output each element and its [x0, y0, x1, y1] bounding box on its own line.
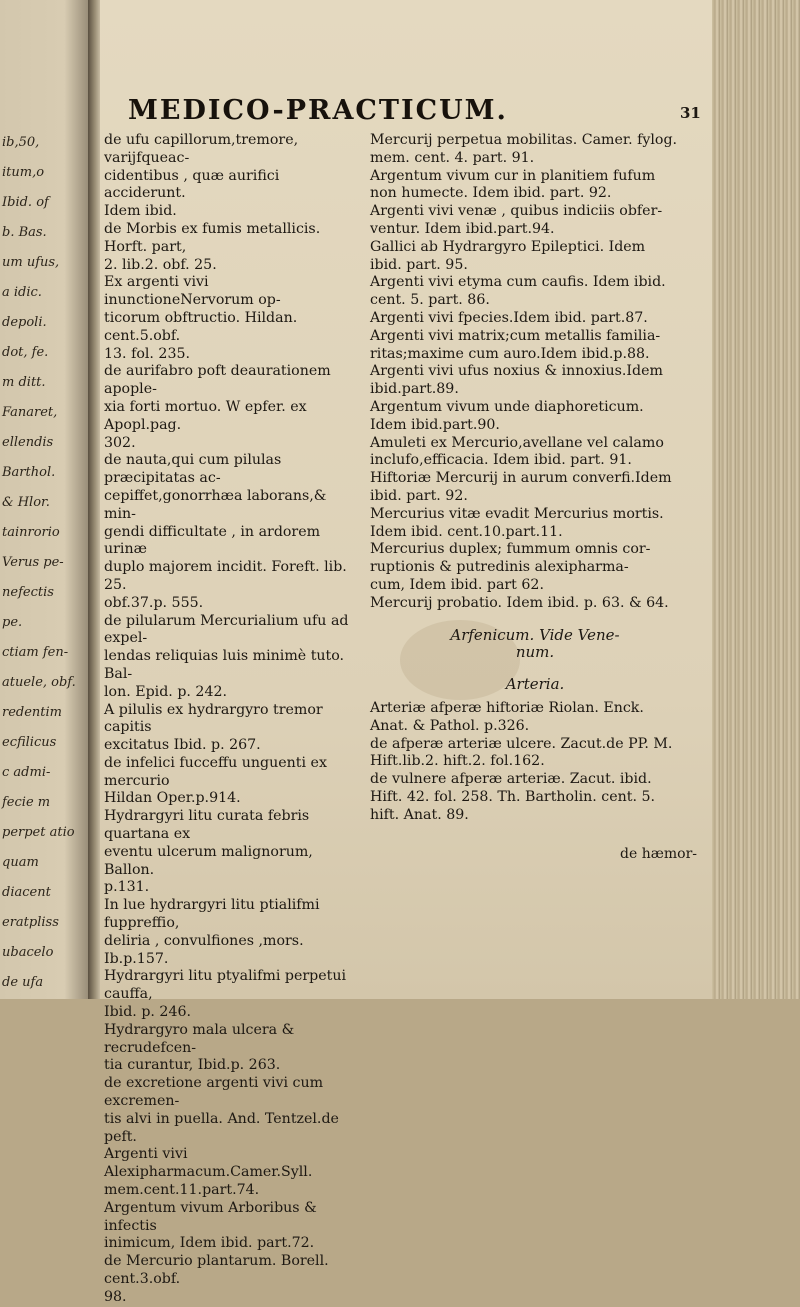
text-line: Hift.lib.2. hift.2. fol.162.: [370, 753, 545, 770]
text-line: Ibid. p. 246.: [104, 1004, 192, 1021]
text-line: Mercurij probatio. Idem ibid. p. 63. & 64.: [370, 594, 669, 611]
margin-fragment: ctiam fen-: [2, 645, 69, 660]
text-line: non humecte. Idem ibid. part. 92.: [370, 185, 612, 202]
margin-fragment: a idic.: [2, 285, 42, 300]
text-line: Argenti vivi etyma cum caufis. Idem ibid.: [370, 274, 666, 291]
text-line: de afperæ arteriæ ulcere. Zacut.de PP. M.: [370, 735, 673, 752]
text-line: eventu ulcerum malignorum, Ballon.: [104, 843, 313, 878]
text-line: mem. cent. 4. part. 91.: [370, 149, 535, 166]
text-line: Hildan Oper.p.914.: [104, 790, 241, 807]
text-line: Argenti vivi ufus noxius & innoxius.Idem: [370, 363, 663, 380]
text-line: Argentum vivum unde diaphoreticum.: [370, 398, 644, 415]
text-line: de pilularum Mercurialium ufu ad expel-: [104, 612, 349, 647]
text-line: Hiftoriæ Mercurij in aurum converfi.Idem: [370, 470, 672, 487]
text-line: Hydrargyri litu ptyalifmi perpetui cauffa,: [104, 968, 347, 1003]
text-line: excitatus Ibid. p. 267.: [104, 737, 261, 754]
margin-fragment: atuele, obf.: [2, 675, 76, 690]
text-line: de aurifabro poft deaurationem apople-: [104, 363, 331, 398]
text-line: de vulnere afperæ arteriæ. Zacut. ibid.: [370, 771, 652, 788]
text-line: ibid.part.89.: [370, 381, 459, 398]
text-line: Arteriæ afperæ hiftoriæ Riolan. Enck.: [370, 699, 644, 716]
text-line: Anat. & Pathol. p.326.: [370, 717, 530, 734]
text-line: p.131.: [104, 879, 150, 896]
text-line: de Morbis ex fumis metallicis. Horft. part,: [104, 220, 321, 255]
margin-fragment: dot, fe.: [2, 345, 49, 360]
text-line: Ex argenti vivi inunctioneNervorum op-: [104, 274, 281, 309]
margin-fragment: ecfilicus: [2, 735, 57, 750]
margin-fragment: itum,o: [2, 165, 45, 180]
text-line: A pilulis ex hydrargyro tremor capitis: [104, 701, 323, 736]
text-line: ibid. part. 92.: [370, 487, 468, 504]
text-line: hift. Anat. 89.: [370, 806, 469, 823]
heading-arsenicum: Arfenicum. Vide Vene- num.: [450, 625, 620, 662]
margin-fragment: eratpliss: [2, 915, 59, 930]
text-line: Mercurius duplex; fummum omnis cor-: [370, 541, 651, 558]
running-head: MEDICO-PRACTICUM.: [128, 95, 508, 126]
facing-page-margin: [0, 0, 92, 999]
text-line: Hydrargyro mala ulcera & recrudefcen-: [104, 1021, 295, 1056]
text-line: Idem ibid.part.90.: [370, 416, 500, 433]
margin-fragment: & Hlor.: [2, 495, 50, 510]
text-line: inimicum, Idem ibid. part.72.: [104, 1235, 315, 1252]
text-line: ventur. Idem ibid.part.94.: [370, 220, 555, 237]
text-line: Idem ibid.: [104, 203, 177, 220]
text-line: Argentum vivum Arboribus & infectis: [104, 1199, 317, 1234]
margin-fragment: fecie m: [2, 795, 51, 810]
text-line: inclufo,efficacia. Idem ibid. part. 91.: [370, 452, 632, 469]
text-line: 13. fol. 235.: [104, 345, 191, 362]
text-line: Idem ibid. cent.10.part.11.: [370, 523, 563, 540]
text-line: cepiffet,gonorrhæa laborans,& min-: [104, 487, 327, 522]
text-line: de Mercurio plantarum. Borell. cent.3.obf.: [104, 1253, 329, 1287]
margin-fragment: Barthol.: [2, 465, 56, 480]
text-line: Amuleti ex Mercurio,avellane vel calamo: [370, 434, 664, 451]
text-line: ritas;maxime cum auro.Idem ibid.p.88.: [370, 345, 650, 362]
text-line: de excretione argenti vivi cum excremen-: [104, 1075, 324, 1110]
text-line: de ufu capillorum,tremore, varijfqueac-: [104, 132, 299, 166]
margin-fragment: ellendis: [2, 435, 54, 450]
page-number: 31: [680, 104, 701, 122]
text-line: cent. 5. part. 86.: [370, 292, 490, 309]
margin-fragment: Fanaret,: [2, 405, 58, 420]
page-edges: [712, 0, 800, 999]
text-line: 98.: [104, 1288, 127, 1305]
catchword: de hæmor-: [620, 846, 697, 862]
margin-fragment: diacent: [2, 885, 51, 900]
text-line: In lue hydrargyri litu ptialifmi fuppreffio,: [104, 897, 320, 932]
text-line: de nauta,qui cum pilulas præcipitatas ac-: [104, 452, 282, 487]
text-line: gendi difficultate , in ardorem urinæ: [104, 523, 321, 558]
margin-fragment: nefectis: [2, 585, 54, 600]
text-line: ticorum obftructio. Hildan. cent.5.obf.: [104, 309, 298, 344]
text-line: Argenti vivi Alexipharmacum.Camer.Syll.: [104, 1146, 313, 1181]
text-line: Hift. 42. fol. 258. Th. Bartholin. cent. 5.: [370, 788, 656, 805]
text-line: mem.cent.11.part.74.: [104, 1182, 260, 1199]
text-line: deliria , convulfiones ,mors. Ib.p.157.: [104, 932, 304, 967]
text-line: lendas reliquias luis minimè tuto. Bal-: [104, 648, 345, 682]
margin-fragment: ubacelo: [2, 945, 54, 960]
heading-arteria: Arteria.: [505, 675, 565, 694]
left-column: [104, 132, 362, 1307]
text-line: cidentibus , quæ aurifici acciderunt.: [104, 167, 280, 202]
margin-fragment: tainrorio: [2, 525, 60, 540]
text-line: xia forti mortuo. W epfer. ex Apopl.pag.: [104, 398, 307, 433]
margin-fragment: b. Bas.: [2, 225, 47, 240]
margin-fragment: quam: [2, 855, 39, 870]
text-line: duplo majorem incidit. Foreft. lib. 25.: [104, 559, 347, 593]
text-line: tis alvi in puella. And. Tentzel.de peft.: [104, 1110, 339, 1145]
text-line: ruptionis & putredinis alexipharma-: [370, 559, 629, 576]
margin-fragment: Verus pe-: [2, 555, 64, 570]
margin-fragment: perpet atio: [2, 825, 75, 840]
text-line: cum, Idem ibid. part 62.: [370, 576, 544, 593]
text-line: Argenti vivi matrix;cum metallis familia-: [370, 327, 661, 344]
margin-fragment: redentim: [2, 705, 63, 720]
text-line: lon. Epid. p. 242.: [104, 683, 228, 700]
text-line: 2. lib.2. obf. 25.: [104, 256, 217, 273]
margin-fragment: ib,50,: [2, 135, 40, 150]
text-line: 302.: [104, 434, 136, 451]
text-line: Argenti vivi fpecies.Idem ibid. part.87.: [370, 309, 648, 326]
margin-fragment: um ufus,: [2, 255, 60, 270]
margin-fragment: depoli.: [2, 315, 47, 330]
right-column: [370, 132, 700, 824]
text-line: de infelici fucceffu unguenti ex mercurio: [104, 754, 327, 789]
text-line: tia curantur, Ibid.p. 263.: [104, 1057, 281, 1074]
text-line: Argenti vivi venæ , quibus indiciis obfer-: [370, 203, 663, 220]
text-line: Gallici ab Hydrargyro Epileptici. Idem: [370, 238, 646, 255]
text-line: ibid. part. 95.: [370, 256, 468, 273]
text-line: Mercurij perpetua mobilitas. Camer. fylog.: [370, 132, 678, 148]
margin-fragment: c admi-: [2, 765, 51, 780]
text-line: Hydrargyri litu curata febris quartana ex: [104, 808, 310, 843]
margin-fragment: de ufa: [2, 975, 44, 990]
text-line: Mercurius vitæ evadit Mercurius mortis.: [370, 505, 664, 522]
text-line: obf.37.p. 555.: [104, 594, 204, 611]
margin-fragment: pe.: [2, 615, 23, 630]
margin-fragment: m ditt.: [2, 375, 46, 390]
text-line: Argentum vivum cur in planitiem fufum: [370, 167, 656, 184]
margin-fragment: Ibid. of: [2, 195, 49, 210]
